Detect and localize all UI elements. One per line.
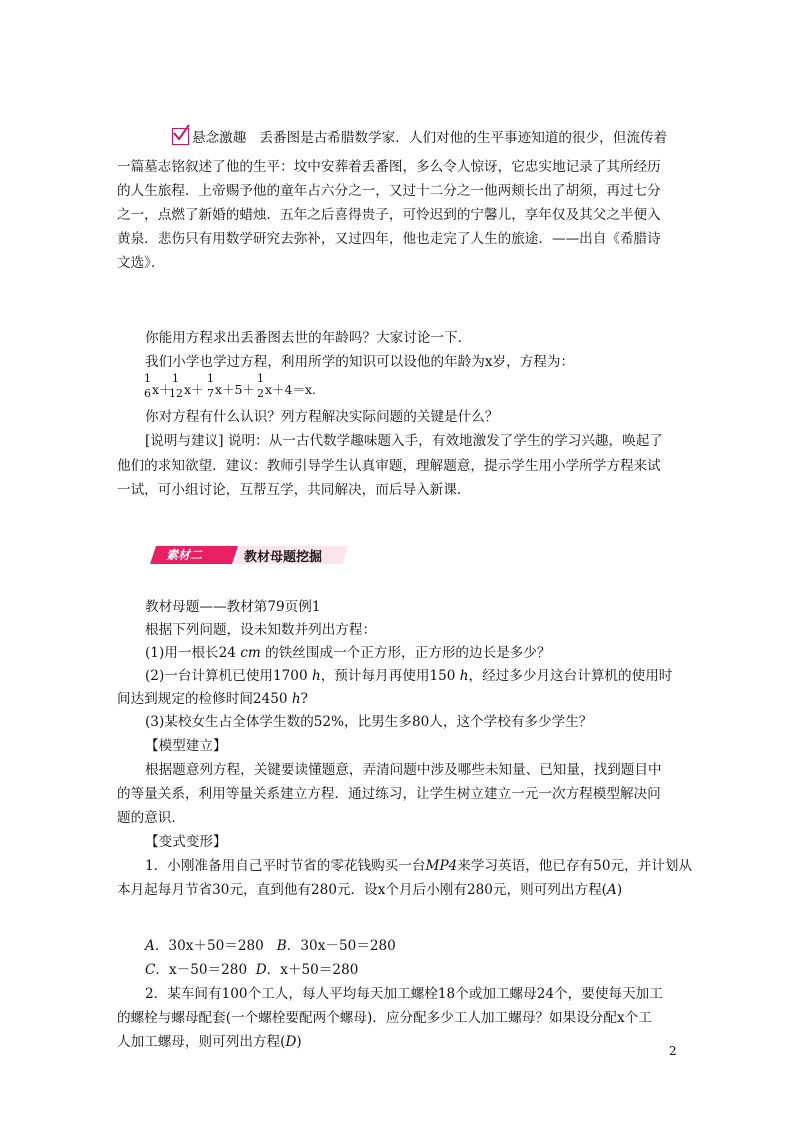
discussion-q2: 我们小学也学过方程，利用所学的知识可以设他的年龄为x岁，方程为：	[145, 354, 575, 370]
section-banner	[150, 544, 350, 566]
note-line: [说明与建议] 说明：从一古代数学趣味题入手，有效地激发了学生的学习兴趣，唤起了	[145, 433, 663, 449]
model-line: 的等量关系，利用等量关系建立方程．通过练习，让学生树立建立一元一次方程模型解决问	[117, 786, 661, 802]
eq-term: x＋4＝x.	[265, 382, 317, 397]
frac-num: 1	[172, 372, 179, 385]
variant-heading: 【变式变形】	[145, 834, 227, 850]
model-line: 根据题意列方程，关键要读懂题意，弄清问题中涉及哪些未知量、已知量，找到题目中	[145, 762, 662, 778]
problem-1: (1)用一根长24 cm 的铁丝围成一个正方形，正方形的边长是多少？	[145, 645, 551, 661]
variant-q1-cont: 本月起每月节省30元，直到他有280元．设x个月后小刚有280元，则可列出方程(A)	[117, 882, 623, 898]
discussion-q1: 你能用方程求出丢番图去世的年龄吗？大家讨论一下．	[145, 330, 472, 346]
frac-den: 2	[257, 387, 264, 400]
intro-line: 一篇墓志铭叙述了他的生平：坟中安葬着丢番图，多么令人惊讶，它忠实地记录了其所经历	[117, 159, 661, 175]
page-number: 2	[669, 1044, 677, 1058]
frac-num: 1	[257, 372, 264, 385]
note-line: 一试，可小组讨论，互帮互学，共同解决，而后导入新课．	[117, 482, 471, 498]
variant-q2: 2．某车间有100个工人，每人平均每天加工螺栓18个或加工螺母24个，要使每天加工	[145, 986, 663, 1002]
frac-num: 1	[144, 372, 151, 385]
banner-tag: 素材二	[166, 548, 203, 562]
model-line: 题的意识．	[117, 810, 185, 826]
intro-title: 悬念激趣	[192, 130, 247, 146]
variant-q2-cont: 人加工螺母，则可列出方程(D)	[117, 1034, 302, 1050]
options-row: C．x－50＝280 D．x＋50＝280	[145, 962, 359, 978]
intro-line: 的人生旅程．上帝赐予他的童年占六分之一，又过十二分之一他两颊长出了胡须，再过七分	[117, 183, 661, 199]
textbook-heading: 教材母题——教材第79页例1	[145, 599, 321, 615]
model-heading: 【模型建立】	[145, 738, 227, 754]
intro-line: 文选》．	[117, 255, 165, 271]
options-row: A．30x＋50＝280 B．30x－50＝280	[145, 938, 396, 954]
intro-line: 之一，点燃了新婚的蜡烛．五年之后喜得贵子，可怜迟到的宁馨儿，享年仅及其父之半便入	[117, 207, 661, 223]
problem-3: (3)某校女生占全体学生数的52%，比男生多80人，这个学校有多少学生？	[145, 714, 593, 730]
note-line: 他们的求知欲望．建议：教师引导学生认真审题，理解题意，提示学生用小学所学方程来试	[117, 458, 661, 474]
eq-term: x＋	[152, 382, 172, 397]
frac-den: 7	[207, 387, 214, 400]
banner-title: 教材母题挖掘	[244, 550, 323, 565]
eq-term: x＋5＋	[215, 382, 256, 397]
variant-q2-cont: 的螺栓与螺母配套(一个螺栓要配两个螺母)．应分配多少工人加工螺母？如果设分配x个工	[117, 1010, 652, 1026]
frac-den: 12	[169, 387, 183, 400]
frac-num: 1	[207, 372, 214, 385]
intro-line: 黄泉．悲伤只有用数学研究去弥补，又过四年，他也走完了人生的旅途．——出自《希腊诗	[117, 231, 661, 247]
problem-2-cont: 间达到规定的检修时间2450 h?	[117, 691, 308, 707]
frac-den: 6	[144, 387, 151, 400]
variant-q1: 1．小刚准备用自己平时节省的零花钱购买一台MP4来学习英语，他已存有50元，并计划从	[145, 858, 693, 874]
eq-term: x＋	[184, 382, 204, 397]
discussion-q3: 你对方程有什么认识？列方程解决实际问题的关键是什么？	[145, 409, 499, 425]
problem-2: (2)一台计算机已使用1700 h，预计每月再使用150 h，经过多少月这台计算机的使用时	[145, 668, 673, 684]
intro-first-line: 悬念激趣 丢番图是古希腊数学家．人们对他的生平事迹知道的很少，但流传着	[192, 130, 668, 146]
checkbox-icon	[172, 128, 189, 145]
textbook-instruction: 根据下列问题，设未知数并列出方程：	[145, 622, 377, 638]
